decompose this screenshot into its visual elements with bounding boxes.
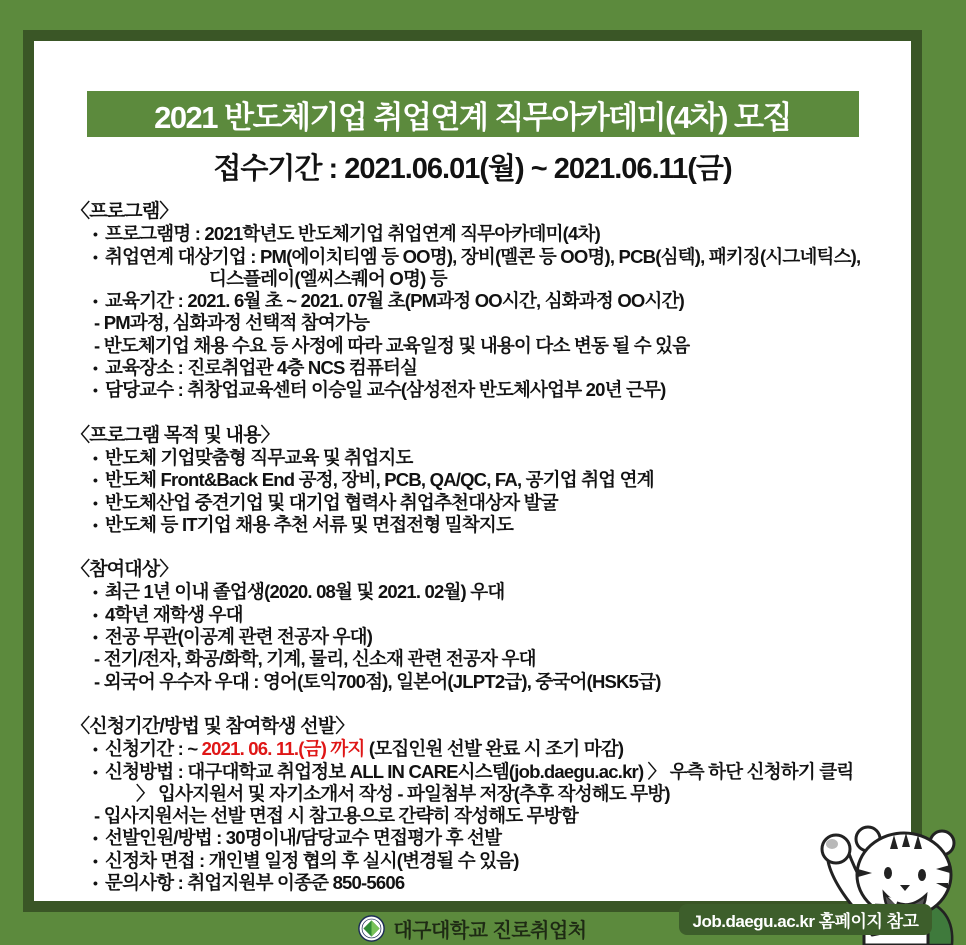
- list-item-text: 전공 무관(이공계 관련 전공자 우대): [105, 626, 373, 648]
- bullet-icon: •: [92, 830, 98, 847]
- bullet-icon: •: [92, 629, 98, 646]
- list-item-text: 반도체 기업맞춤형 직무교육 및 취업지도: [105, 446, 413, 468]
- bullet-icon: •: [92, 226, 98, 243]
- bullet-icon: •: [92, 360, 98, 377]
- list-item: [71, 379, 891, 401]
- list-item: [71, 761, 891, 783]
- bullet-icon: •: [92, 606, 98, 623]
- list-item-text: 취업연계 대상기업 : PM(에이치티엠 등 OO명), 장비(멜콘 등 OO명), PCB(심텍), 패키징(시그네틱스),: [105, 245, 861, 267]
- bullet-icon: •: [92, 741, 98, 758]
- bullet-icon: •: [92, 382, 98, 399]
- list-item-text: 디스플레이(엘씨스퀘어 O명) 등: [209, 267, 447, 289]
- list-item: [71, 827, 891, 849]
- list-item-text: 문의사항 : 취업지원부 이종준 850-5606: [105, 872, 405, 894]
- list-item: [71, 492, 891, 514]
- list-item: [71, 604, 891, 626]
- list-item-text: 4학년 재학생 우대: [105, 603, 243, 625]
- list-item-text: 교육장소 : 진로취업관 4층 NCS 컴퓨터실: [105, 357, 418, 379]
- bullet-icon: •: [92, 248, 98, 265]
- list-item: [94, 335, 891, 357]
- list-item: [94, 671, 891, 693]
- list-item-text: - PM과정, 심화과정 선택적 참여가능: [94, 312, 370, 334]
- list-item-text: 프로그램명 : 2021학년도 반도체기업 취업연계 직무아카데미(4차): [105, 223, 600, 245]
- list-item: [71, 447, 891, 469]
- bullet-icon: •: [92, 472, 98, 489]
- list-item-text: - 반도체기업 채용 수요 등 사정에 따라 교육일정 및 내용이 다소 변동 될 수 있음: [94, 334, 690, 356]
- bullet-icon: •: [92, 875, 98, 892]
- section-heading: 〈프로그램〉: [71, 201, 178, 222]
- list-item-text: 담당교수 : 취창업교육센터 이승일 교수(삼성전자 반도체사업부 20년 근무): [105, 379, 666, 401]
- list-item-text: 신정차 면접 : 개인별 일정 협의 후 실시(변경될 수 있음): [105, 849, 519, 871]
- list-item: [209, 268, 891, 290]
- list-item-text: - 외국어 우수자 우대 : 영어(토익700점), 일본어(JLPT2급), 중국어(HSK5급): [94, 670, 661, 692]
- list-item: [71, 738, 891, 760]
- list-item: [71, 246, 891, 268]
- list-item-text: 반도체 등 IT기업 채용 추천 서류 및 면접전형 밀착지도: [105, 513, 514, 535]
- sections: [34, 201, 911, 894]
- list-item-text: 신청기간 : ~ 2021. 06. 11.(금) 까지 (모집인원 선발 완료 시 조기 마감): [105, 738, 624, 760]
- list-item: [71, 357, 891, 379]
- list-item: [136, 783, 891, 805]
- list-item: [71, 850, 891, 872]
- list-item: [94, 648, 891, 670]
- list-item-text: 선발인원/방법 : 30명이내/담당교수 면접평가 후 선발: [105, 827, 502, 849]
- section-heading: 〈프로그램 목적 및 내용〉: [71, 424, 279, 446]
- list-item: [71, 872, 891, 894]
- list-item: [71, 581, 891, 603]
- application-period: 접수기간 : 2021.06.01(월) ~ 2021.06.11(금): [213, 153, 732, 185]
- section-heading: 〈신청기간/방법 및 참여학생 선발〉: [71, 715, 354, 737]
- bullet-icon: •: [92, 293, 98, 310]
- bullet-icon: •: [92, 449, 98, 466]
- list-item: [71, 223, 891, 245]
- homepage-badge: Job.daegu.ac.kr 홈페이지 참고: [679, 904, 932, 935]
- list-item-text: 반도체 Front&Back End 공정, 장비, PCB, QA/QC, FA, 공기업 취업 연계: [105, 469, 654, 491]
- list-item: [71, 626, 891, 648]
- bullet-icon: •: [92, 852, 98, 869]
- bullet-icon: •: [92, 516, 98, 533]
- title-banner: 2021 반도체기업 취업연계 직무아카데미(4차) 모집: [87, 91, 859, 137]
- list-item-text: - 전기/전자, 화공/화학, 기계, 물리, 신소재 관련 전공자 우대: [94, 648, 536, 670]
- list-item: [71, 514, 891, 536]
- list-item-text: 〉 입사지원서 및 자기소개서 작성 - 파일첨부 저장(추후 작성해도 무방): [136, 782, 670, 804]
- list-item-text: - 입사지원서는 선발 면접 시 참고용으로 간략히 작성해도 무방함: [94, 805, 578, 827]
- list-item-text: 최근 1년 이내 졸업생(2020. 08월 및 2021. 02월) 우대: [105, 581, 505, 603]
- list-item: [94, 312, 891, 334]
- list-item-text: 교육기간 : 2021. 6월 초 ~ 2021. 07월 초(PM과정 OO시간, 심화과정 OO시간): [105, 290, 685, 312]
- list-item-text: 반도체산업 중견기업 및 대기업 협력사 취업추천대상자 발굴: [105, 491, 558, 513]
- university-seal-icon: [358, 915, 385, 942]
- list-item: [71, 469, 891, 491]
- list-item: [71, 290, 891, 312]
- footer-org-label: 대구대학교 진로취업처: [393, 920, 587, 942]
- bullet-icon: •: [92, 763, 98, 780]
- list-item: [94, 805, 891, 827]
- section-heading: 〈참여대상〉: [71, 559, 178, 581]
- bullet-icon: •: [92, 584, 98, 601]
- bullet-icon: •: [92, 494, 98, 511]
- list-item-text: 신청방법 : 대구대학교 취업정보 ALL IN CARE시스템(job.daegu.ac.kr) 〉 우측 하단 신청하기 클릭: [105, 760, 854, 782]
- deadline-red-text: 2021. 06. 11.(금) 까지: [201, 738, 365, 760]
